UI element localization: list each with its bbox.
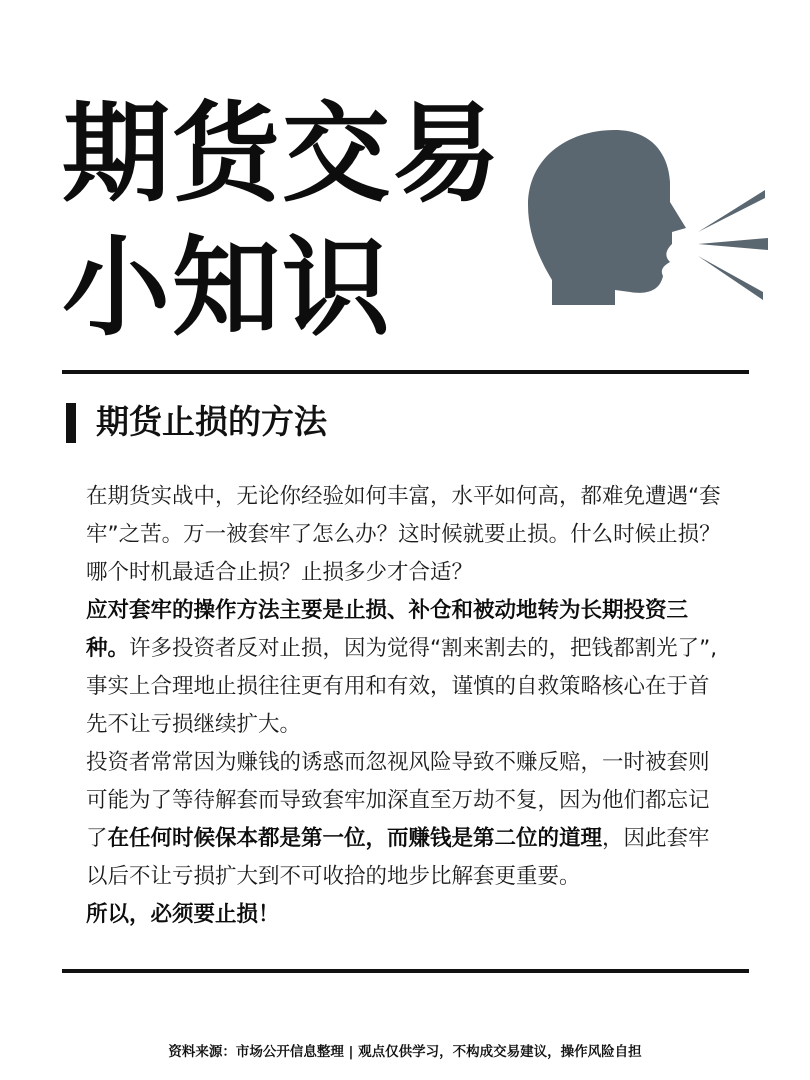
speaking-head-icon xyxy=(520,120,770,320)
paragraph-3-text-b: ，因此套牢以后不让亏损扩大到不可收拾的地步比解套更重要。 xyxy=(86,826,710,889)
paragraph-3-text-a: 投资者常常因为赚钱的诱惑而忽视风险导致不赚反赔，一时被套则可能为了等待解套而导致套牢加深直至万劫不复，因为他们都忘记了 xyxy=(86,750,710,851)
paragraph-2-text: 许多投资者反对止损，因为觉得“割来割去的，把钱都割光了”,事实上合理地止损往往更有用和有效，谨慎的自救策略核心在于首先不让亏损继续扩大。 xyxy=(86,636,718,737)
article-body xyxy=(86,478,726,934)
paragraph-3 xyxy=(86,744,726,896)
section-title: 期货止损的方法 xyxy=(96,402,327,441)
title-line-2: 小知识 xyxy=(62,226,393,351)
conclusion: 所以，必须要止损！ xyxy=(86,902,280,927)
title-line-1: 期货交易 xyxy=(62,92,503,217)
paragraph-1: 在期货实战中，无论你经验如何丰富，水平如何高，都难免遭遇“套牢”之苦。万一被套牢了怎么办？这时候就要止损。什么时候止损？哪个时机最适合止损？止损多少才合适？ xyxy=(86,484,721,585)
top-divider xyxy=(62,370,749,374)
paragraph-2 xyxy=(86,592,726,744)
page-title xyxy=(62,88,502,356)
key-point-1: 应对套牢的操作方法主要是止损、补仓和被动地转为长期投资三种。 xyxy=(86,598,689,661)
bottom-divider xyxy=(62,969,749,973)
source-footer: 资料来源：市场公开信息整理 | 观点仅供学习，不构成交易建议，操作风险自担 xyxy=(168,1044,642,1060)
section-marker xyxy=(66,403,76,443)
key-point-2: 在任何时候保本都是第一位，而赚钱是第二位的道理 xyxy=(107,826,603,851)
